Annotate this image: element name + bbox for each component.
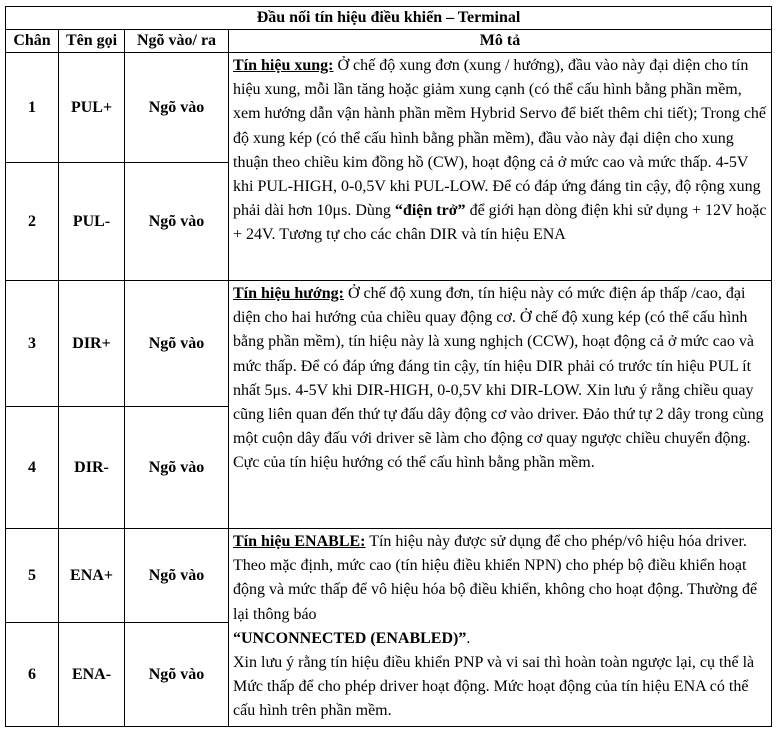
ena-heading: Tín hiệu ENABLE: — [233, 533, 366, 550]
pin-number: 2 — [6, 163, 59, 281]
pin-name: DIR- — [59, 407, 125, 529]
pul-text-1: Ở chế độ xung đơn (xung / hướng), đầu vào này đại diện cho tín hiệu xung, mỗi lần tăng hoặc giảm xung cạnh (có thể cấu hình bằng phần mềm, xem hướng dẫn vận hành phần mềm Hybrid Servo để biết thêm chi tiết); Trong chế độ xung kép (có thể cấu hình bằng phần mềm), đầu vào này đại diện cho xung thuận theo chiều kim đồng hồ (CW), hoạt động cả ở mức cao và mức thấp. 4-5V khi PUL-HIGH, 0-0,5V khi PUL-LOW. Để có đáp ứng đáng tin cậy, độ rộng xung phải dài hơn 10μs. Dùng — [233, 57, 767, 220]
header-io: Ngõ vào/ ra — [125, 30, 229, 53]
pin-number: 5 — [6, 529, 59, 623]
table-header-row — [6, 30, 772, 53]
pin-io: Ngõ vào — [125, 281, 229, 407]
pul-heading: Tín hiệu xung: — [233, 57, 334, 74]
pin-name: ENA- — [59, 623, 125, 727]
dir-heading: Tín hiệu hướng: — [233, 285, 344, 302]
table-row — [6, 529, 772, 623]
ena-text-1: Tín hiệu này được sử dụng để cho phép/vô hiệu hóa driver. Theo mặc định, mức cao (tín hiệu điều khiển NPN) cho phép bộ điều khiển hoạt động và mức thấp để vô hiệu hóa bộ điều khiển, không cho hoạt động. Thường để lại thông báo — [233, 533, 758, 623]
pin-name: ENA+ — [59, 529, 125, 623]
ena-description — [229, 529, 772, 727]
pin-io: Ngõ vào — [125, 53, 229, 163]
pin-io: Ngõ vào — [125, 407, 229, 529]
pin-io: Ngõ vào — [125, 529, 229, 623]
pin-number: 6 — [6, 623, 59, 727]
ena-bold: “UNCONNECTED (ENABLED)” — [233, 629, 467, 647]
table-row — [6, 281, 772, 407]
table-row — [6, 53, 772, 163]
pin-name: PUL- — [59, 163, 125, 281]
header-pin: Chân — [6, 30, 59, 53]
ena-text-2: . — [466, 629, 471, 647]
pul-description — [229, 53, 772, 281]
pin-io: Ngõ vào — [125, 623, 229, 727]
header-description: Mô tả — [229, 30, 772, 53]
pin-number: 1 — [6, 53, 59, 163]
pul-bold: “điện trở” — [394, 202, 466, 220]
header-name: Tên gọi — [59, 30, 125, 53]
pul-text-2: để giới hạn dòng điện khi sử dụng + 12V hoặc + 24V. Tương tự cho các chân DIR và tín hiệu ENA — [233, 202, 767, 244]
pin-name: DIR+ — [59, 281, 125, 407]
pin-number: 3 — [6, 281, 59, 407]
dir-description — [229, 281, 772, 529]
dir-text-1: Ở chế độ xung đơn, tín hiệu này có mức điện áp thấp /cao, đại diện cho hai hướng của chiều quay động cơ. Ở chế độ xung kép (có thể cấu hình bằng phần mềm), tín hiệu này là xung nghịch (CCW), hoạt động cả ở mức cao và mức thấp. Để có đáp ứng đáng tin cậy, tín hiệu DIR phải có trước tín hiệu PUL ít nhất 5μs. 4-5V khi DIR-HIGH, 0-0,5V khi DIR-LOW. Xin lưu ý rằng chiều quay cũng liên quan đến thứ tự đấu dây động cơ vào driver. Đảo thứ tự 2 dây trong cùng một cuộn dây đấu với driver sẽ làm cho động cơ quay ngược chiều chuyển động. Cực của tín hiệu hướng có thể cấu hình bằng phần mềm. — [233, 285, 764, 472]
ena-text-3: Xin lưu ý rằng tín hiệu điều khiển PNP và vi sai thì hoàn toàn ngược lại, cụ thể là Mức thấp để cho phép driver hoạt động. Mức hoạt động của tín hiệu ENA có thể cấu hình trên phần mềm. — [233, 654, 755, 720]
terminal-table — [5, 6, 772, 727]
pin-number: 4 — [6, 407, 59, 529]
pin-name: PUL+ — [59, 53, 125, 163]
table-title: Đầu nối tín hiệu điều khiển – Terminal — [6, 7, 772, 30]
pin-io: Ngõ vào — [125, 163, 229, 281]
